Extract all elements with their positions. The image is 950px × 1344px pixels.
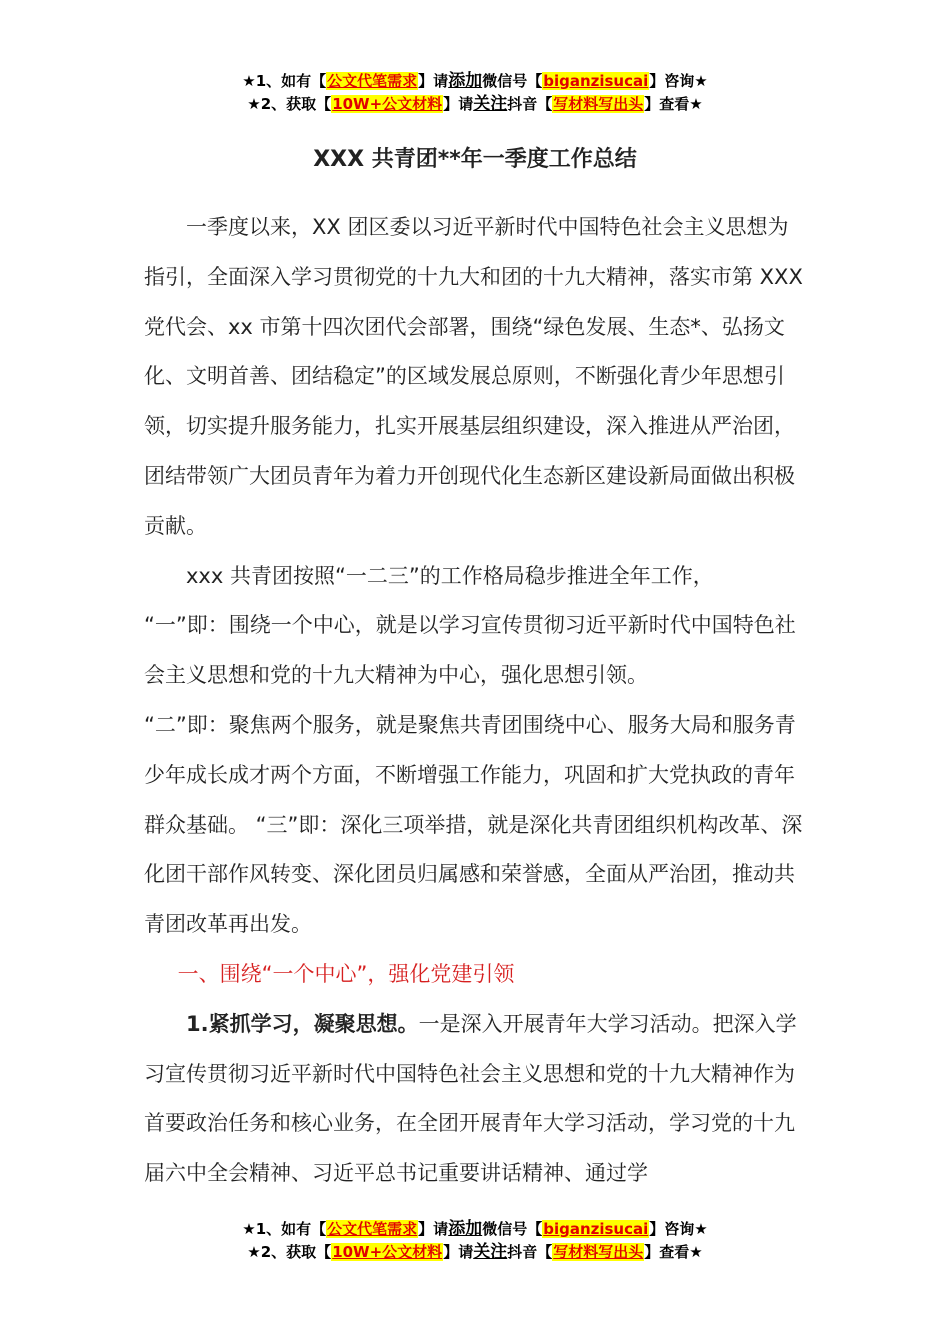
banner-line-2 [0,93,950,116]
banner-text: ★1、如有【 [242,1220,327,1238]
section-heading-1: 一、围绕“一个中心”，强化党建引领 [177,961,515,986]
banner-text: 】请 [443,95,474,113]
banner-underline: 关注 [473,1242,508,1262]
banner-text: 微信号【 [482,72,543,90]
banner-text: 】咨询★ [649,72,708,90]
banner-douyin-id: 写材料写出头 [553,95,644,113]
paragraph-framework-intro: xxx 共青团按照“一二三”的工作格局稳步推进全年工作， [186,563,714,588]
footer-banner [0,1218,950,1264]
paragraph-framework-two-three: “二”即：聚焦两个服务，就是聚焦共青团围绕中心、服务大局和服务青少年成长成才两个方面，不断增强工作能力，巩固和扩大党执政的青年群众基础。 “三”即：深化三项举措，就是深化共青团组织机构改革、深化团干部作风转变、深化团员归属感和荣誉感，全面从严治团，推动共青团改革再出发。 [144,712,803,937]
banner-line-2 [0,1241,950,1264]
banner-highlight: 10W+公文材料 [332,95,443,113]
banner-line-1 [0,1218,950,1241]
banner-text: ★1、如有【 [242,72,327,90]
banner-text: 抖音【 [507,95,553,113]
banner-underline: 添加 [448,71,483,91]
banner-highlight: 公文代笔需求 [327,1220,418,1238]
banner-highlight: 公文代笔需求 [327,72,418,90]
banner-wechat-id: biganzisucai [543,1220,649,1238]
item-text: 一是深入开展青年大学习活动。把深入学习宣传贯彻习近平新时代中国特色社会主义思想和党的十九大精神作为首要政治任务和核心业务，在全团开展青年大学习活动，学习党的十九届六中全会精神、习近平总书记重要讲话精神、通过学 [144,1011,797,1186]
paragraph-intro: 一季度以来，XX 团区委以习近平新时代中国特色社会主义思想为指引，全面深入学习贯彻党的十九大和团的十九大精神，落实市第 XXX 党代会、xx 市第十四次团代会部署，围绕“绿色发展、生态*、弘扬文化、文明首善、团结稳定”的区域发展总原则，不断强化青少年思想引领，切实提升服务能力，扎实开展基层组织建设，深入推进从严治团，团结带领广大团员青年为着力开创现代化生态新区建设新局面做出积极贡献。 [144,215,803,538]
banner-text: 】请 [443,1243,474,1261]
banner-highlight: 10W+公文材料 [332,1243,443,1261]
banner-text: 】请 [418,72,449,90]
banner-text: 微信号【 [482,1220,543,1238]
banner-text: ★2、获取【 [247,95,332,113]
header-banner [0,70,950,116]
banner-text: 】查看★ [644,95,703,113]
banner-douyin-id: 写材料写出头 [553,1243,644,1261]
banner-text: ★2、获取【 [247,1243,332,1261]
banner-text: 】咨询★ [649,1220,708,1238]
banner-text: 】查看★ [644,1243,703,1261]
banner-underline: 添加 [448,1219,483,1239]
banner-text: 抖音【 [507,1243,553,1261]
paragraph-framework-one: “一”即：围绕一个中心，就是以学习宣传贯彻习近平新时代中国特色社会主义思想和党的十九大精神为中心，强化思想引领。 [144,613,796,688]
banner-wechat-id: biganzisucai [543,72,649,90]
item-lead: 1.紧抓学习，凝聚思想。 [186,1011,419,1036]
banner-line-1 [0,70,950,93]
banner-text: 】请 [418,1220,449,1238]
document-body [144,203,808,1199]
document-title: XXX 共青团**年一季度工作总结 [313,147,637,172]
paragraph-item-1 [144,1000,808,1199]
banner-underline: 关注 [473,94,508,114]
